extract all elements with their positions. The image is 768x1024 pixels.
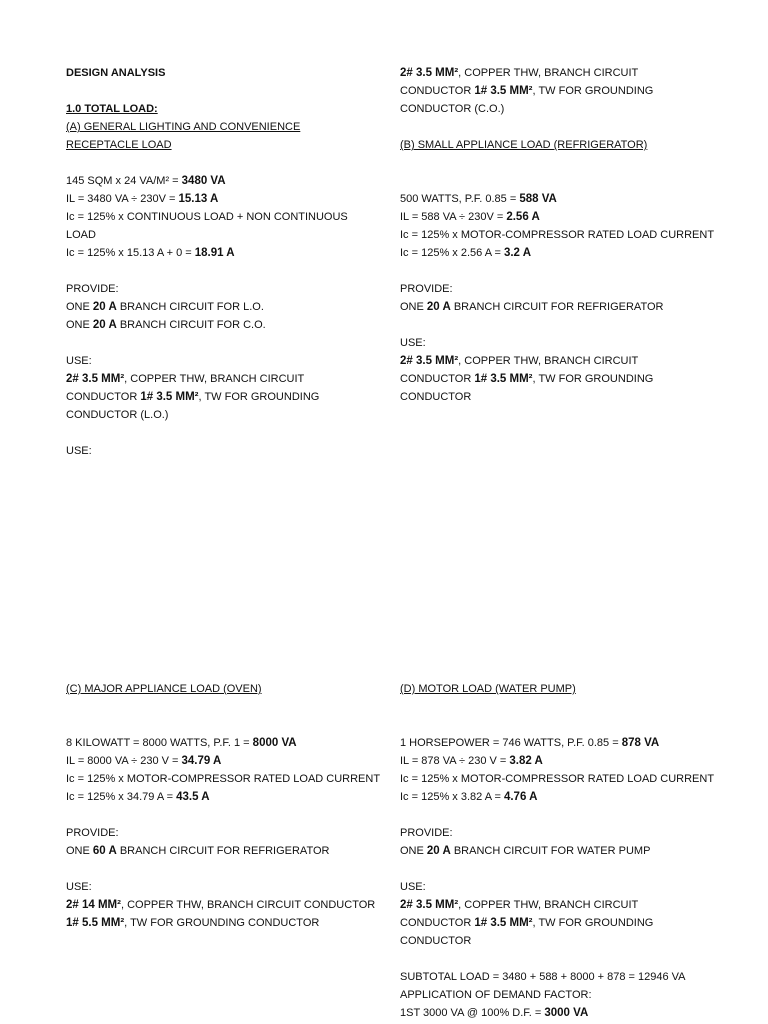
calc-line: Ic = 125% x 15.13 A + 0 = 18.91 A xyxy=(66,247,235,259)
document-title: DESIGN ANALYSIS xyxy=(66,67,166,79)
use-label: USE: xyxy=(400,337,426,349)
use-line: CONDUCTOR 1# 3.5 MM², TW FOR GROUNDING xyxy=(66,391,320,403)
use-line: CONDUCTOR (C.O.) xyxy=(400,103,505,115)
use-line: 2# 3.5 MM², COPPER THW, BRANCH CIRCUIT xyxy=(400,67,639,79)
calc-line: Ic = 125% x 34.79 A = 43.5 A xyxy=(66,791,210,803)
provide-line: ONE 20 A BRANCH CIRCUIT FOR C.O. xyxy=(66,319,266,331)
use-line: CONDUCTOR 1# 3.5 MM², TW FOR GROUNDING xyxy=(400,917,654,929)
use-line: CONDUCTOR 1# 3.5 MM², TW FOR GROUNDING xyxy=(400,85,654,97)
use-line: CONDUCTOR 1# 3.5 MM², TW FOR GROUNDING xyxy=(400,373,654,385)
calc-line: IL = 3480 VA ÷ 230V = 15.13 A xyxy=(66,193,219,205)
use-label: USE: xyxy=(400,881,426,893)
use-line: 2# 3.5 MM², COPPER THW, BRANCH CIRCUIT xyxy=(66,373,305,385)
calc-line: 145 SQM x 24 VA/M² = 3480 VA xyxy=(66,175,226,187)
calc-line: IL = 878 VA ÷ 230 V = 3.82 A xyxy=(400,755,543,767)
section-oven-load xyxy=(66,680,381,932)
demand-factor-line: 1ST 3000 VA @ 100% D.F. = 3000 VA xyxy=(400,1007,589,1019)
provide-line: ONE 20 A BRANCH CIRCUIT FOR L.O. xyxy=(66,301,264,313)
provide-label: PROVIDE: xyxy=(400,283,453,295)
use-line: CONDUCTOR xyxy=(400,391,472,403)
calc-line: IL = 8000 VA ÷ 230 V = 34.79 A xyxy=(66,755,222,767)
use-label: USE: xyxy=(66,445,92,457)
provide-line: ONE 60 A BRANCH CIRCUIT FOR REFRIGERATOR xyxy=(66,845,330,857)
subtotal-line: SUBTOTAL LOAD = 3480 + 588 + 8000 + 878 = 12946 VA xyxy=(400,971,686,983)
provide-label: PROVIDE: xyxy=(66,283,119,295)
provide-line: ONE 20 A BRANCH CIRCUIT FOR WATER PUMP xyxy=(400,845,651,857)
section-d-title: (D) MOTOR LOAD (WATER PUMP) xyxy=(400,683,576,695)
calc-line: IL = 588 VA ÷ 230V = 2.56 A xyxy=(400,211,540,223)
use-label: USE: xyxy=(66,355,92,367)
section-water-pump-load xyxy=(400,680,715,1022)
section-lighting-load xyxy=(66,64,366,460)
use-line: CONDUCTOR xyxy=(400,935,472,947)
calc-line: Ic = 125% x CONTINUOUS LOAD + NON CONTINUOUS LOAD xyxy=(66,211,348,241)
section-c-title: (C) MAJOR APPLIANCE LOAD (OVEN) xyxy=(66,683,262,695)
calc-line: Ic = 125% x MOTOR-COMPRESSOR RATED LOAD CURRENT xyxy=(400,773,715,785)
calc-line: 1 HORSEPOWER = 746 WATTS, P.F. 0.85 = 878 VA xyxy=(400,737,660,749)
provide-line: ONE 20 A BRANCH CIRCUIT FOR REFRIGERATOR xyxy=(400,301,664,313)
section-a-title: (A) GENERAL LIGHTING AND CONVENIENCE RECEPTACLE LOAD xyxy=(66,121,301,151)
provide-label: PROVIDE: xyxy=(66,827,119,839)
calc-line: Ic = 125% x 2.56 A = 3.2 A xyxy=(400,247,532,259)
section-refrigerator-load xyxy=(400,64,715,406)
use-line: 1# 5.5 MM², TW FOR GROUNDING CONDUCTOR xyxy=(66,917,320,929)
provide-label: PROVIDE: xyxy=(400,827,453,839)
section-b-title: (B) SMALL APPLIANCE LOAD (REFRIGERATOR) xyxy=(400,139,648,151)
total-load-heading: 1.0 TOTAL LOAD: xyxy=(66,103,158,115)
use-line: 2# 14 MM², COPPER THW, BRANCH CIRCUIT CONDUCTOR xyxy=(66,899,376,911)
calc-line: Ic = 125% x MOTOR-COMPRESSOR RATED LOAD CURRENT xyxy=(400,229,715,241)
use-label: USE: xyxy=(66,881,92,893)
use-line: 2# 3.5 MM², COPPER THW, BRANCH CIRCUIT xyxy=(400,355,639,367)
demand-factor-label: APPLICATION OF DEMAND FACTOR: xyxy=(400,989,592,1001)
calc-line: Ic = 125% x MOTOR-COMPRESSOR RATED LOAD CURRENT xyxy=(66,773,381,785)
use-line: 2# 3.5 MM², COPPER THW, BRANCH CIRCUIT xyxy=(400,899,639,911)
calc-line: Ic = 125% x 3.82 A = 4.76 A xyxy=(400,791,538,803)
use-line: CONDUCTOR (L.O.) xyxy=(66,409,169,421)
calc-line: 500 WATTS, P.F. 0.85 = 588 VA xyxy=(400,193,557,205)
calc-line: 8 KILOWATT = 8000 WATTS, P.F. 1 = 8000 VA xyxy=(66,737,297,749)
